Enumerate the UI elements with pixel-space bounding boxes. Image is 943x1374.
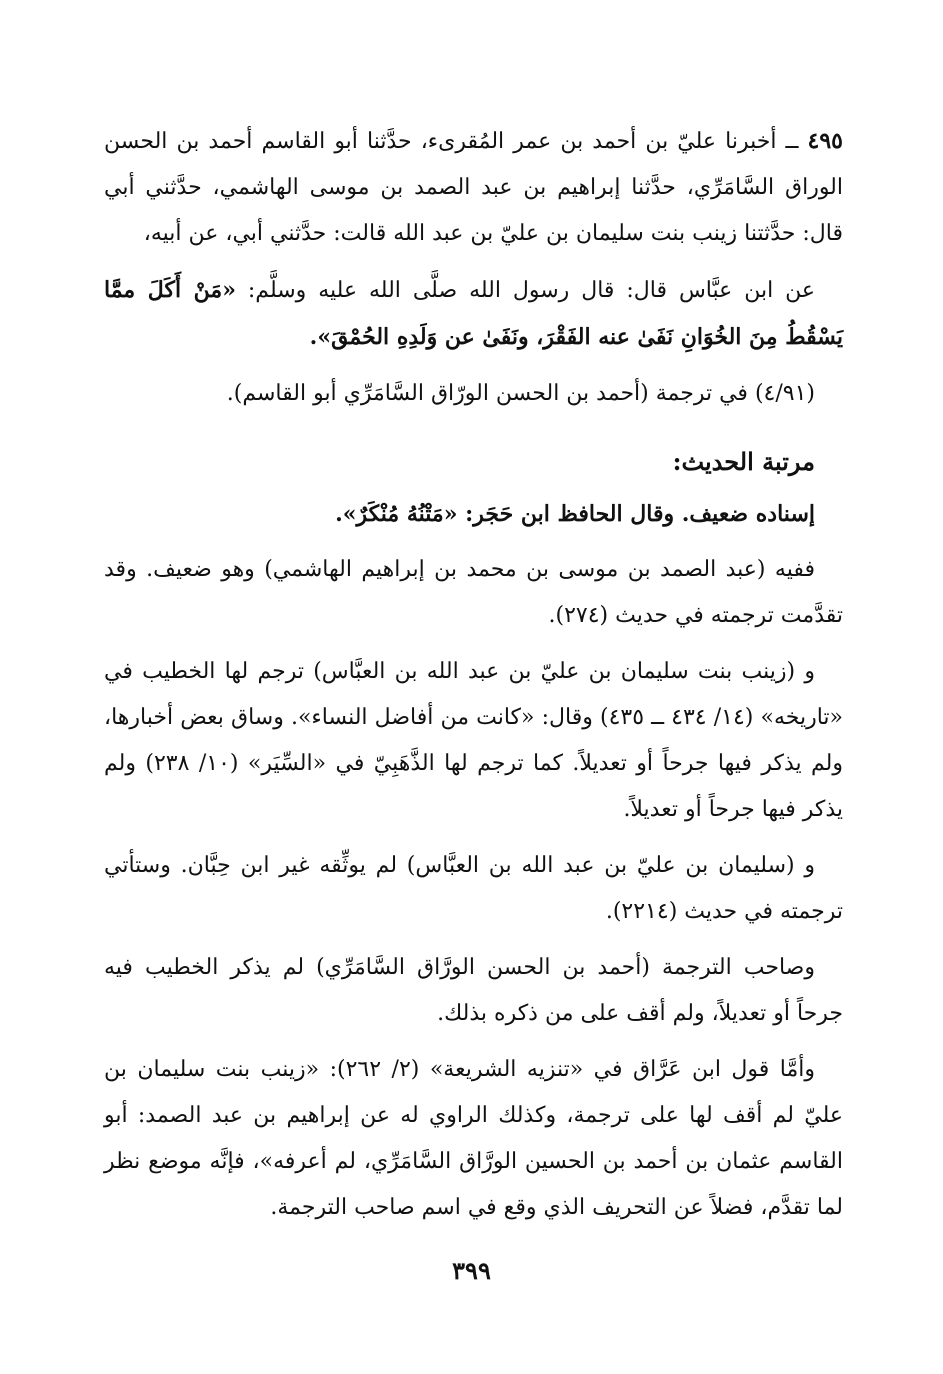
grading-paragraph-5: وأمَّا قول ابن عَرَّاق في «تنزيه الشريعة» (٢/ ٢٦٢): «زينب بنت سليمان بن عليّ لم أقف لها على ترجمة، وكذلك الراوي له عن إبراهيم بن عبد الصمد: أبو القاسم عثمان بن أحمد بن الحسين الورَّاق السَّامَرِّي، لم أعرفه»، فإنَّه موضع نظر لما تقدَّم، فضلاً عن التحريف الذي وقع في اسم صاحب الترجمة. — [104, 1057, 843, 1220]
grading-paragraph-3: و (سليمان بن عليّ بن عبد الله بن العبَّاس) لم يوثِّقه غير ابن حِبَّان. وستأتي ترجمته في حديث (٢٢١٤). — [104, 853, 843, 924]
grading-paragraph-4: وصاحب الترجمة (أحمد بن الحسن الورَّاق السَّامَرِّي) لم يذكر الخطيب فيه جرحاً أو تعديلاً، ولم أقف على من ذكره بذلك. — [104, 955, 843, 1026]
hadith-matn-paragraph — [104, 267, 843, 361]
grading-verdict: إسناده ضعيف. وقال الحافظ ابن حَجَر: «مَتْنُهُ مُنْكَرٌ». — [335, 501, 815, 527]
hadith-matn: «مَنْ أَكَلَ ممَّا يَسْقُطُ مِنَ الخُوَانِ نَفَىٰ عنه الفَقْرَ، ونَفَىٰ عن وَلَدِهِ الحُمْقَ». — [104, 277, 843, 350]
grading-paragraph-2: و (زينب بنت سليمان بن عليّ بن عبد الله بن العبَّاس) ترجم لها الخطيب في «تاريخه» (١٤/ ٤٣٤ ــ ٤٣٥) وقال: «كانت من أفاضل النساء». وساق بعض أخبارها، ولم يذكر فيها جرحاً أو تعديلاً. كما ترجم لها الذَّهَبِيّ في «السِّيَر» (١٠/ ٢٣٨) ولم يذكر فيها جرحاً أو تعديلاً. — [104, 659, 844, 822]
hadith-source: (٤/٩١) في ترجمة (أحمد بن الحسن الورّاق السَّامَرِّي أبو القاسم). — [226, 381, 815, 406]
hadith-number: ٤٩٥ — [807, 128, 843, 154]
main-text — [104, 118, 843, 1241]
hadith-isnad-second: عن ابن عبَّاس قال: قال رسول الله صلَّى الله عليه وسلَّم: — [247, 278, 815, 303]
hadith-isnad-first: ــ أخبرنا عليّ بن أحمد بن عمر المُقرىء، حدَّثنا أبو القاسم أحمد بن الحسن الوراق السَّامَرِّي، حدَّثنا إبراهيم بن عبد الصمد بن موسى الهاشمي، حدَّثني أبي قال: حدَّثتنا زينب بنت سليمان بن عليّ بن عبد الله قالت: حدَّثني أبي، عن أبيه، — [104, 129, 843, 246]
grading-paragraph-1: ففيه (عبد الصمد بن موسى بن محمد بن إبراهيم الهاشمي) وهو ضعيف. وقد تقدَّمت ترجمته في حديث (٢٧٤). — [104, 557, 843, 628]
grading-heading: مرتبة الحديث: — [672, 447, 815, 476]
hadith-isnad-paragraph — [104, 118, 843, 257]
page-number: ٣٩٩ — [452, 1256, 491, 1285]
